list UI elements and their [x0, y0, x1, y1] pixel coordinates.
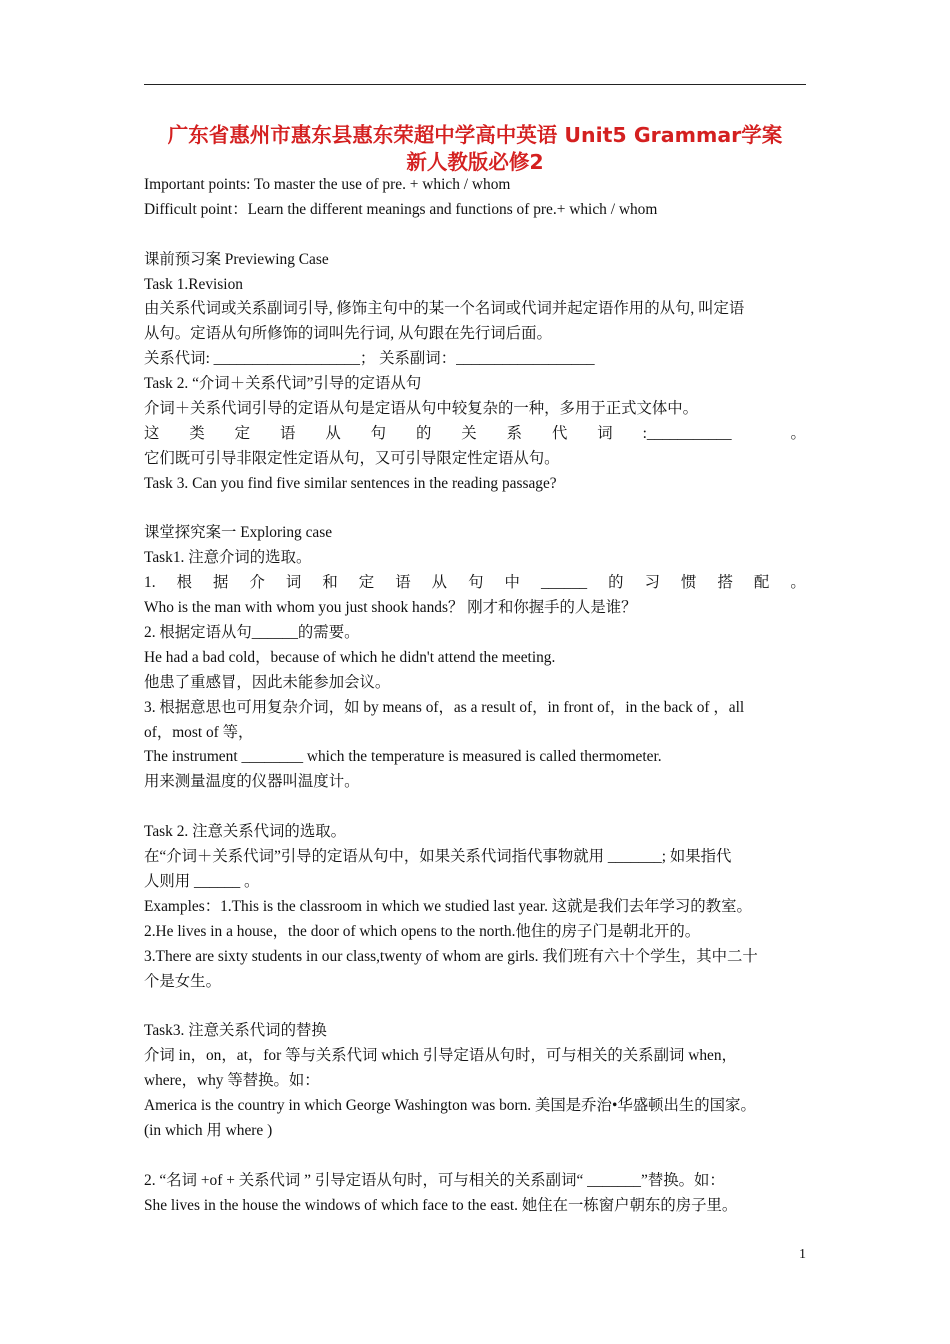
- paragraph-line: 介词＋关系代词引导的定语从句是定语从句中较复杂的一种，多用于正式文体中。: [144, 400, 699, 418]
- paragraph-line: 从句。定语从句所修饰的词叫先行词, 从句跟在先行词后面。: [144, 325, 552, 343]
- important-points: Important points: To master the use of pre. + which / whom: [144, 176, 511, 193]
- fill-in-line: 关系代词: ___________________； 关系副词：__________________: [144, 350, 595, 368]
- section-heading-exploring: 课堂探究案一 Exploring case: [144, 524, 333, 542]
- justified-char: 句: [468, 574, 484, 592]
- justified-char: 的: [608, 574, 624, 592]
- paragraph-line: 3. 根据意思也可用复杂介词，如 by means of，as a result of，in front of，in the back of ，all: [144, 698, 745, 716]
- paragraph-line: 它们既可引导非限定性定语从句，又可引导限定性定语从句。: [144, 449, 560, 467]
- justified-char: 词: [597, 424, 613, 442]
- justified-char: 介: [249, 574, 265, 592]
- justified-char: 这: [144, 424, 160, 442]
- justified-char: 配: [753, 574, 770, 592]
- paragraph-line: 介词 in，on，at，for 等与关系代词 which 引导定语从句时，可与相关的关系副词 when，: [144, 1047, 737, 1065]
- justified-char: 语: [395, 574, 411, 592]
- task-heading: Task 2. “介词＋关系代词”引导的定语从句: [144, 375, 422, 393]
- example-sentence: He had a bad cold，because of which he didn't attend the meeting.: [144, 648, 556, 666]
- justified-char: 据: [213, 574, 229, 592]
- example-sentence: 3.There are sixty students in our class,twenty of whom are girls. 我们班有六十个学生，其中二十: [144, 947, 758, 965]
- title-line-2: 新人教版必修2: [406, 150, 544, 174]
- example-sentence: The instrument ________ which the temperature is measured is called thermometer.: [144, 748, 662, 766]
- justified-char: 。: [790, 424, 806, 442]
- task-heading: Task3. 注意关系代词的替换: [144, 1022, 327, 1040]
- spacer: [144, 223, 806, 248]
- justified-char: 惯: [681, 574, 697, 592]
- spacer: [144, 1144, 806, 1169]
- justified-line: [144, 571, 806, 596]
- justified-char: 。: [790, 574, 806, 592]
- spacer: [144, 795, 806, 820]
- justified-char: 关: [461, 424, 477, 442]
- example-translation: 个是女生。: [144, 972, 221, 990]
- example-sentence: Examples：1.This is the classroom in which we studied last year. 这就是我们去年学习的教室。: [144, 897, 752, 915]
- justified-char: 的: [415, 424, 432, 442]
- justified-char: 1.: [144, 574, 156, 592]
- example-sentence: She lives in the house the windows of which face to the east. 她住在一栋窗户朝东的房子里。: [144, 1196, 738, 1214]
- task-heading: Task 3. Can you find five similar sentences in the reading passage?: [144, 474, 557, 492]
- justified-char: 类: [189, 424, 205, 442]
- justified-char: 词: [285, 574, 302, 592]
- task-heading: Task 1.Revision: [144, 275, 243, 293]
- justified-char: 定: [234, 424, 251, 442]
- paragraph-line: 在“介词＋关系代词”引导的定语从句中，如果关系代词指代事物就用 _______; 如果指代: [144, 848, 732, 866]
- document-body: [144, 173, 806, 1218]
- justified-char: 定: [358, 574, 375, 592]
- justified-char: 中: [504, 574, 520, 592]
- justified-char: 和: [322, 574, 338, 592]
- page-number: 1: [799, 1247, 806, 1262]
- paragraph-line: where，why 等替换。如：: [144, 1072, 320, 1090]
- justified-char: 代: [551, 424, 568, 442]
- justified-char: 从: [431, 574, 448, 592]
- justified-line: [144, 422, 806, 447]
- document-title: [144, 122, 806, 176]
- paragraph-line: 人则用 ______ 。: [144, 872, 260, 890]
- fill-in-blank: ______: [540, 574, 588, 592]
- paragraph-line: of，most of 等，: [144, 723, 254, 741]
- justified-char: 习: [644, 574, 660, 592]
- title-line-1: 广东省惠州市惠东县惠东荣超中学高中英语 Unit5 Grammar学案: [167, 123, 783, 147]
- spacer: [144, 497, 806, 522]
- paragraph-line: 由关系代词或关系副词引导, 修饰主句中的某一个名词或代词并起定语作用的从句, 叫定语: [144, 300, 745, 318]
- justified-char: 根: [176, 574, 192, 592]
- example-sentence: 2.He lives in a house，the door of which opens to the north.他住的房子门是朝北开的。: [144, 922, 701, 940]
- justified-char: 系: [506, 424, 523, 442]
- example-sentence: Who is the man with whom you just shook hands？ 刚才和你握手的人是谁？: [144, 599, 637, 617]
- paragraph-line: (in which 用 where ): [144, 1121, 273, 1139]
- section-heading-previewing: 课前预习案 Previewing Case: [144, 250, 329, 268]
- justified-char: 语: [279, 424, 296, 442]
- header-rule: [144, 84, 806, 85]
- paragraph-line: 2. 根据定语从句______的需要。: [144, 624, 360, 642]
- fill-in-blank: :___________: [642, 424, 732, 442]
- justified-char: 从: [325, 424, 341, 442]
- paragraph-line: 2. “名词 +of + 关系代词 ” 引导定语从句时，可与相关的关系副词“ _______”替换。如：: [144, 1171, 725, 1189]
- task-heading: Task 2. 注意关系代词的选取。: [144, 823, 346, 841]
- task-heading: Task1. 注意介词的选取。: [144, 549, 312, 567]
- example-sentence: America is the country in which George Washington was born. 美国是乔治•华盛顿出生的国家。: [144, 1096, 756, 1114]
- difficult-point: Difficult point：Learn the different meanings and functions of pre.+ which / whom: [144, 200, 658, 218]
- justified-char: 句: [370, 424, 387, 442]
- spacer: [144, 994, 806, 1019]
- justified-char: 搭: [717, 574, 733, 592]
- example-translation: 他患了重感冒，因此未能参加会议。: [144, 673, 391, 691]
- example-translation: 用来测量温度的仪器叫温度计。: [144, 773, 360, 791]
